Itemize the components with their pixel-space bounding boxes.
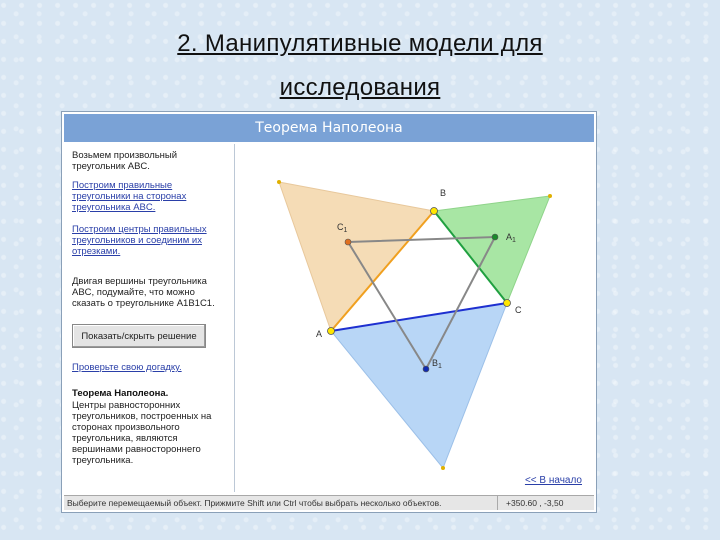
geometry-drawing[interactable] (236, 144, 594, 492)
label-a1-main: A (506, 232, 513, 242)
label-b: B (440, 188, 447, 198)
label-c1-sub: 1 (343, 227, 348, 234)
status-bar (64, 495, 594, 510)
label-b1-main: B (432, 358, 439, 368)
label-c: C (515, 305, 522, 315)
toggle-solution-button[interactable]: Показать/скрыть решение (72, 324, 206, 348)
build-centers-link[interactable]: Построим центры правильных треугольников и соединим их отрезками. (72, 224, 207, 257)
theorem-title: Теорема Наполеона. (72, 388, 169, 399)
slide-title-line-2: исследования (279, 74, 441, 101)
label-b1-sub: 1 (438, 363, 442, 370)
equilateral-triangle-bc (434, 196, 550, 303)
center-a1[interactable] (492, 234, 498, 240)
vertex-c[interactable] (504, 300, 511, 307)
applet-header: Теорема Наполеона (64, 114, 594, 142)
vertex-apex-ca[interactable] (441, 466, 445, 470)
build-triangles-link[interactable]: Построим правильные треугольники на сторонах треугольника ABC. (72, 180, 187, 213)
vertex-b[interactable] (431, 208, 438, 215)
back-to-start-link[interactable]: << В начало (524, 475, 582, 486)
center-c1[interactable] (345, 239, 351, 245)
instruction-text: Двигая вершины треугольника ABC, подумайте, что можно сказать о треугольнике A1B1C1. (72, 276, 215, 309)
theorem-text: Центры равносторонних треугольников, построенных на сторонах произвольного треугольника, являются вершинами равностороннего треугольника. (72, 400, 212, 466)
slide-title-line-1: 2. Манипулятивные модели для (177, 30, 543, 57)
vertex-apex-ab[interactable] (277, 180, 281, 184)
vertex-a[interactable] (328, 328, 335, 335)
status-message: Выберите перемещаемый объект. Прижмите Shift или Ctrl чтобы выбрать несколько объектов. (67, 496, 498, 510)
label-c1-main: C (337, 222, 344, 232)
geometry-canvas[interactable] (236, 144, 594, 492)
center-b1[interactable] (423, 366, 429, 372)
napoleon-applet (61, 111, 597, 513)
check-guess-link[interactable]: Проверьте свою догадку. (72, 362, 182, 373)
label-a: A (316, 329, 323, 339)
instructions-panel (64, 144, 235, 492)
intro-text: Возьмем произвольный треугольник ABC. (72, 150, 178, 172)
status-coordinates: +350.60 , -3,50 (506, 498, 564, 508)
label-a1-sub: 1 (512, 237, 516, 244)
vertex-apex-bc[interactable] (548, 194, 552, 198)
